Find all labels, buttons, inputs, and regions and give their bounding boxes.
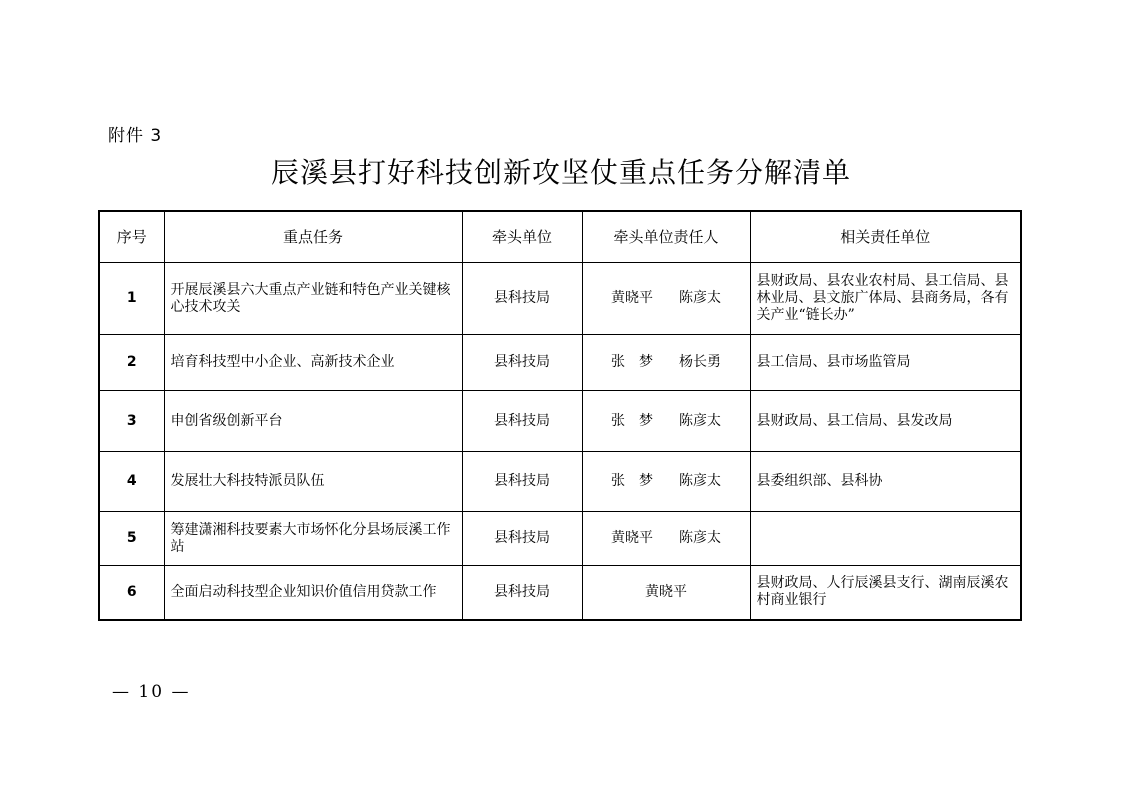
row-lead-person [582,391,750,452]
row-task: 开展辰溪县六大重点产业链和特色产业关键核心技术攻关 [164,263,462,335]
row-lead-person [582,263,750,335]
task-table [98,210,1022,621]
person-name: 张 梦 [611,354,653,370]
table-row [99,263,1021,335]
row-task: 申创省级创新平台 [164,391,462,452]
row-related-units: 县工信局、县市场监管局 [750,335,1021,391]
table-row [99,566,1021,620]
header-lead-person: 牵头单位责任人 [582,211,750,263]
row-related-units: 县财政局、人行辰溪县支行、湖南辰溪农村商业银行 [750,566,1021,620]
row-seq: 4 [99,452,164,512]
person-name: 陈彦太 [679,412,721,429]
person-name: 张 梦 [611,473,653,489]
row-lead-person [582,335,750,391]
person-name: 陈彦太 [679,290,721,306]
row-seq: 3 [99,391,164,452]
table-row [99,452,1021,512]
row-lead-unit: 县科技局 [462,566,582,620]
person-name: 黄晓平 [611,290,653,306]
table-header-row [99,211,1021,263]
row-related-units [750,512,1021,566]
header-lead-unit: 牵头单位 [462,211,582,263]
row-task: 全面启动科技型企业知识价值信用贷款工作 [164,566,462,620]
row-task: 发展壮大科技特派员队伍 [164,452,462,512]
row-task: 筹建潇湘科技要素大市场怀化分县场辰溪工作站 [164,512,462,566]
person-name: 杨长勇 [679,354,721,370]
page-number: — 10 — [112,682,191,702]
row-seq: 6 [99,566,164,620]
row-lead-person [582,512,750,566]
row-seq: 5 [99,512,164,566]
person-name: 陈彦太 [679,530,721,546]
header-seq: 序号 [99,211,164,263]
row-lead-unit: 县科技局 [462,263,582,335]
row-lead-person [582,452,750,512]
person-name: 黄晓平 [611,530,653,546]
row-lead-unit: 县科技局 [462,512,582,566]
document-title: 辰溪县打好科技创新攻坚仗重点任务分解清单 [270,156,851,189]
table-row [99,335,1021,391]
row-lead-unit: 县科技局 [462,391,582,452]
person-name: 陈彦太 [679,473,721,489]
table-row [99,512,1021,566]
header-related-units: 相关责任单位 [750,211,1021,263]
row-related-units: 县财政局、县农业农村局、县工信局、县林业局、县文旅广体局、县商务局，各有关产业“链长办” [750,263,1021,335]
attachment-label: 附件 3 [108,126,163,146]
row-task: 培育科技型中小企业、高新技术企业 [164,335,462,391]
row-lead-unit: 县科技局 [462,335,582,391]
row-related-units: 县财政局、县工信局、县发改局 [750,391,1021,452]
table-row [99,391,1021,452]
header-task: 重点任务 [164,211,462,263]
row-related-units: 县委组织部、县科协 [750,452,1021,512]
row-lead-unit: 县科技局 [462,452,582,512]
person-name: 张 梦 [611,412,653,429]
row-lead-person [582,566,750,620]
row-seq: 1 [99,263,164,335]
row-seq: 2 [99,335,164,391]
person-name: 黄晓平 [645,583,687,600]
